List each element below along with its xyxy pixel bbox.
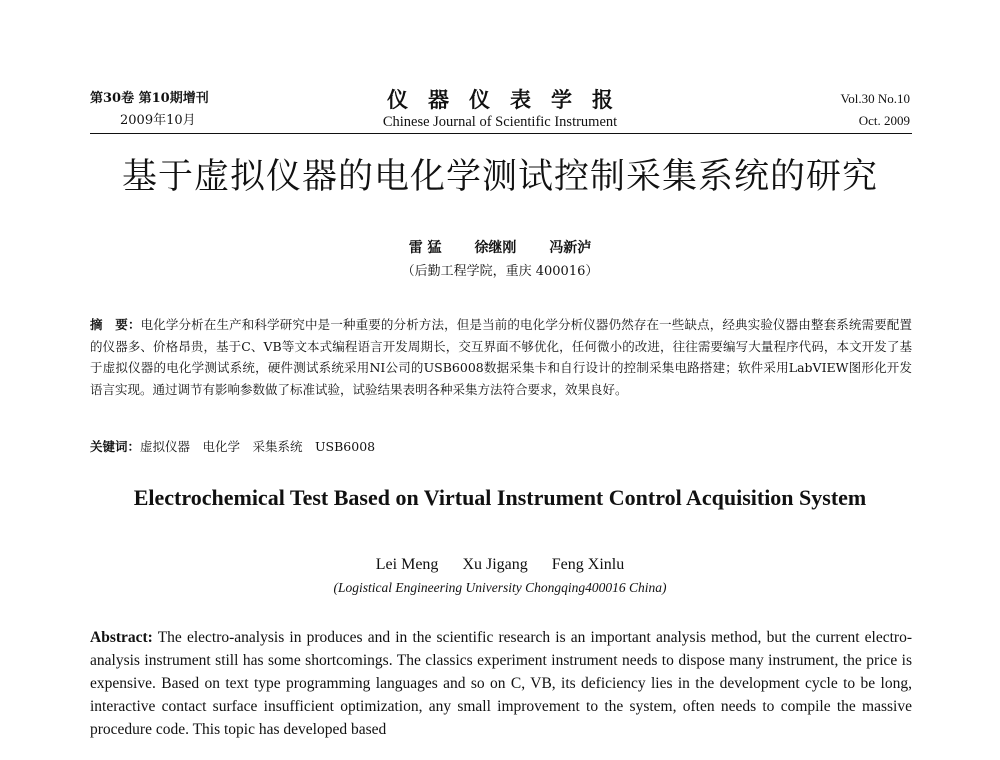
journal-name-en: Chinese Journal of Scientific Instrument (382, 114, 618, 130)
paper-title-en: Electrochemical Test Based on Virtual Instrument Control Acquisition System (133, 485, 867, 510)
journal-header (90, 88, 910, 134)
keywords-cn-label: 关键词： (90, 439, 141, 454)
abstract-cn (90, 314, 912, 400)
author-cn: 徐继刚 (474, 240, 517, 256)
abstract-cn-label: 摘 要： (90, 317, 141, 332)
abstract-en-text: The electro-analysis in produces and in the scientific research is an important analysis method, but the current electro-analysis instrument still has some shortcomings. The classics experiment instrument needs to dispose many instrument, the price is expensive. Based on text type programming languages and so on C, VB, its deficiency lies in the development cycle to be long, interactive contact surface insufficient optimization, any small improvement to the system, often needs to compile the massive procedure code. This topic has developed based (90, 629, 912, 738)
affiliation-en: (Logistical Engineering University Chongqing400016 China) (333, 580, 667, 595)
author-cn: 雷 猛 (408, 240, 442, 256)
abstract-en (90, 626, 912, 741)
author-en: Feng Xinlu (551, 556, 625, 573)
authors-cn (0, 238, 1000, 258)
keywords-cn (90, 437, 912, 457)
author-en: Lei Meng (375, 556, 439, 573)
date-cn: 2009年10月 (120, 113, 196, 128)
volume-issue: 第30卷 第10期增刊 (90, 91, 209, 106)
header-right (841, 88, 910, 132)
affiliation-cn: （后勤工程学院，重庆 400016） (401, 264, 599, 279)
header-left (90, 88, 209, 132)
journal-name-cn: 仪器仪表学报 (387, 87, 633, 112)
keywords-cn-text: 虚拟仪器 电化学 采集系统 USB6008 (140, 439, 376, 454)
authors-en (0, 555, 1000, 575)
header-center (310, 88, 690, 132)
date-en: Oct. 2009 (858, 113, 910, 128)
abstract-en-label: Abstract: (90, 629, 153, 646)
volume-en: Vol.30 No.10 (840, 91, 910, 106)
author-en: Xu Jigang (462, 556, 528, 573)
header-rule (90, 133, 912, 134)
paper-title-cn: 基于虚拟仪器的电化学测试控制采集系统的研究 (121, 157, 878, 197)
abstract-cn-text: 电化学分析在生产和科学研究中是一种重要的分析方法，但是当前的电化学分析仪器仍然存在一些缺点，经典实验仪器由整套系统需要配置的仪器多、价格昂贵，基于C、VB等文本式编程语言开发周期长，交互界面不够优化，任何微小的改进，往往需要编写大量程序代码，本文开发了基于虚拟仪器的电化学测试系统，硬件测试系统采用NI公司的USB6008数据采集卡和自行设计的控制采集电路搭建；软件采用LabVIEW图形化开发语言实现。通过调节有影响参数做了标准试验，试验结果表明各种采集方法符合要求，效果良好。 (90, 317, 912, 397)
author-cn: 冯新泸 (549, 240, 592, 256)
